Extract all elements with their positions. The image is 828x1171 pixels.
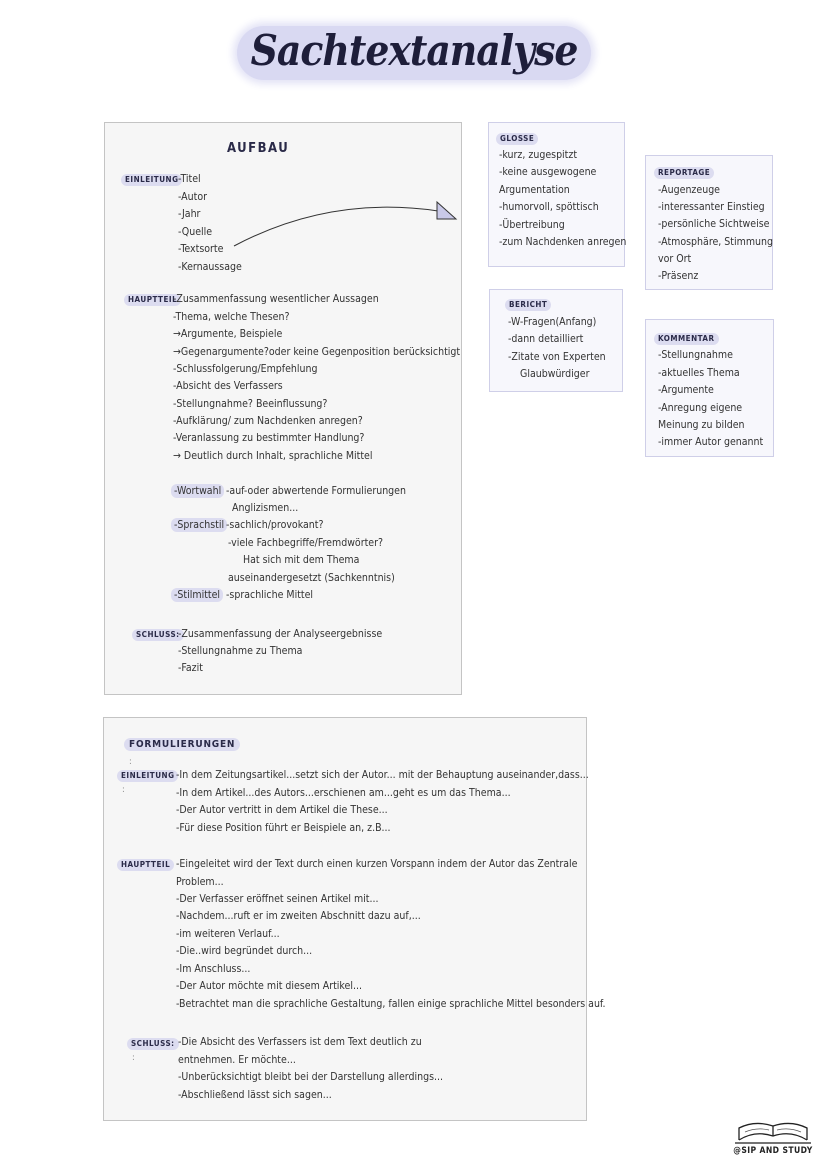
sprachstil-label: -Sprachstil	[171, 518, 227, 532]
kommentar-line: -aktuelles Thema	[658, 367, 740, 379]
einleitung-label: EINLEITUNG	[121, 174, 182, 186]
reportage-line: -Präsenz	[658, 270, 699, 282]
einleitung-item: -Jahr	[178, 208, 201, 220]
sprachstil-line: Hat sich mit dem Thema	[243, 554, 360, 566]
bericht-line: -W-Fragen(Anfang)	[508, 316, 597, 328]
hauptteil-label: HAUPTTEIL	[124, 294, 181, 306]
schluss-item: -Stellungnahme zu Thema	[178, 645, 303, 657]
formulierungen-heading: FORMULIERUNGEN	[124, 738, 240, 751]
formulierungen-einleitung-item: -In dem Artikel...des Autors...erschienen am...geht es um das Thema...	[176, 787, 511, 799]
reportage-line: -persönliche Sichtweise	[658, 218, 770, 230]
wortwahl-line: Anglizismen...	[232, 502, 299, 514]
reportage-line: vor Ort	[658, 253, 692, 265]
bericht-label: BERICHT	[505, 299, 551, 311]
einleitung-item: -Autor	[178, 191, 207, 203]
hauptteil-item: → Deutlich durch Inhalt, sprachliche Mittel	[173, 450, 373, 462]
wortwahl-line: -auf-oder abwertende Formulierungen	[226, 485, 406, 497]
einleitung-item: -Quelle	[178, 226, 213, 238]
schluss-label: SCHLUSS:	[132, 629, 184, 641]
formulierungen-hauptteil-item: -Im Anschluss...	[176, 963, 251, 975]
glosse-line: -keine ausgewogene	[499, 166, 597, 178]
hauptteil-item: -Stellungnahme? Beeinflussung?	[173, 398, 328, 410]
kommentar-line: -Stellungnahme	[658, 349, 733, 361]
kommentar-line: -Anregung eigene	[658, 402, 743, 414]
page-title-wrapper	[0, 26, 828, 80]
formulierungen-hauptteil-item: -Der Verfasser eröffnet seinen Artikel mit...	[176, 893, 379, 905]
hauptteil-item: →Gegenargumente?oder keine Gegenposition berücksichtigt	[173, 346, 461, 358]
sprachstil-line: -sachlich/provokant?	[226, 519, 324, 531]
hauptteil-item: -Thema, welche Thesen?	[173, 311, 290, 323]
bericht-line: Glaubwürdiger	[520, 368, 590, 380]
reportage-line: -interessanter Einstieg	[658, 201, 765, 213]
formulierungen-schluss-label: SCHLUSS:	[127, 1038, 179, 1050]
colon-mark: :	[132, 1053, 135, 1063]
open-book-icon	[733, 1120, 813, 1146]
glosse-line: -zum Nachdenken anregen	[499, 236, 627, 248]
sprachstil-line: auseinandergesetzt (Sachkenntnis)	[228, 572, 395, 584]
stilmittel-label: -Stilmittel	[171, 588, 223, 602]
wortwahl-label: -Wortwahl	[171, 484, 224, 498]
colon-mark: :	[129, 757, 132, 767]
hauptteil-item: -Absicht des Verfassers	[173, 380, 283, 392]
schluss-item: -Fazit	[178, 662, 203, 674]
einleitung-item: -Kernaussage	[178, 261, 242, 273]
formulierungen-schluss-item: entnehmen. Er möchte...	[178, 1054, 296, 1066]
colon-mark: :	[122, 785, 125, 795]
schluss-item: -Zusammenfassung der Analyseergebnisse	[178, 628, 383, 640]
bericht-line: -Zitate von Experten	[508, 351, 606, 363]
kommentar-label: KOMMENTAR	[654, 333, 719, 345]
stilmittel-line: -sprachliche Mittel	[226, 589, 314, 601]
formulierungen-schluss-item: -Unberücksichtigt bleibt bei der Darstellung allerdings...	[178, 1071, 443, 1083]
formulierungen-einleitung-item: -In dem Zeitungsartikel...setzt sich der Autor... mit der Behauptung auseinander,dass...	[176, 769, 589, 781]
reportage-line: -Augenzeuge	[658, 184, 721, 196]
hauptteil-item: -Aufklärung/ zum Nachdenken anregen?	[173, 415, 363, 427]
reportage-label: REPORTAGE	[654, 167, 714, 179]
einleitung-item: -Textsorte	[178, 243, 224, 255]
hauptteil-item: -Zusammenfassung wesentlicher Aussagen	[173, 293, 379, 305]
glosse-label: GLOSSE	[496, 133, 538, 145]
formulierungen-hauptteil-item: Problem...	[176, 876, 224, 888]
formulierungen-hauptteil-item: -Nachdem...ruft er im zweiten Abschnitt dazu auf,...	[176, 910, 421, 922]
bericht-line: -dann detailliert	[508, 333, 584, 345]
formulierungen-hauptteil-item: -Die..wird begründet durch...	[176, 945, 313, 957]
brand-logo	[733, 1120, 813, 1160]
formulierungen-hauptteil-label: HAUPTTEIL	[117, 859, 174, 871]
page-title: Sachtextanalyse	[237, 26, 592, 80]
formulierungen-hauptteil-item: -Eingeleitet wird der Text durch einen kurzen Vorspann indem der Autor das Zentrale	[176, 858, 578, 870]
hauptteil-item: →Argumente, Beispiele	[173, 328, 283, 340]
glosse-line: -kurz, zugespitzt	[499, 149, 578, 161]
formulierungen-schluss-item: -Abschließend lässt sich sagen...	[178, 1089, 332, 1101]
hauptteil-item: -Schlussfolgerung/Empfehlung	[173, 363, 318, 375]
sprachstil-line: -viele Fachbegriffe/Fremdwörter?	[228, 537, 383, 549]
formulierungen-hauptteil-item: -Betrachtet man die sprachliche Gestaltung, fallen einige sprachliche Mittel besonders auf.	[176, 998, 606, 1010]
formulierungen-schluss-item: -Die Absicht des Verfassers ist dem Text deutlich zu	[178, 1036, 422, 1048]
formulierungen-einleitung-item: -Für diese Position führt er Beispiele an, z.B...	[176, 822, 391, 834]
kommentar-line: -immer Autor genannt	[658, 436, 764, 448]
einleitung-item: -Titel	[178, 173, 201, 185]
formulierungen-einleitung-label: EINLEITUNG	[117, 770, 178, 782]
hauptteil-item: -Veranlassung zu bestimmter Handlung?	[173, 432, 365, 444]
brand-logo-text: @SIP AND STUDY	[733, 1146, 813, 1156]
reportage-line: -Atmosphäre, Stimmung	[658, 236, 774, 248]
curved-arrow-icon	[220, 190, 465, 255]
formulierungen-hauptteil-item: -im weiteren Verlauf...	[176, 928, 280, 940]
formulierungen-hauptteil-item: -Der Autor möchte mit diesem Artikel...	[176, 980, 362, 992]
kommentar-line: Meinung zu bilden	[658, 419, 745, 431]
glosse-line: -humorvoll, spöttisch	[499, 201, 599, 213]
glosse-line: Argumentation	[499, 184, 570, 196]
aufbau-heading: AUFBAU	[227, 141, 290, 156]
glosse-line: -Übertreibung	[499, 219, 565, 231]
kommentar-line: -Argumente	[658, 384, 714, 396]
formulierungen-einleitung-item: -Der Autor vertritt in dem Artikel die These...	[176, 804, 388, 816]
